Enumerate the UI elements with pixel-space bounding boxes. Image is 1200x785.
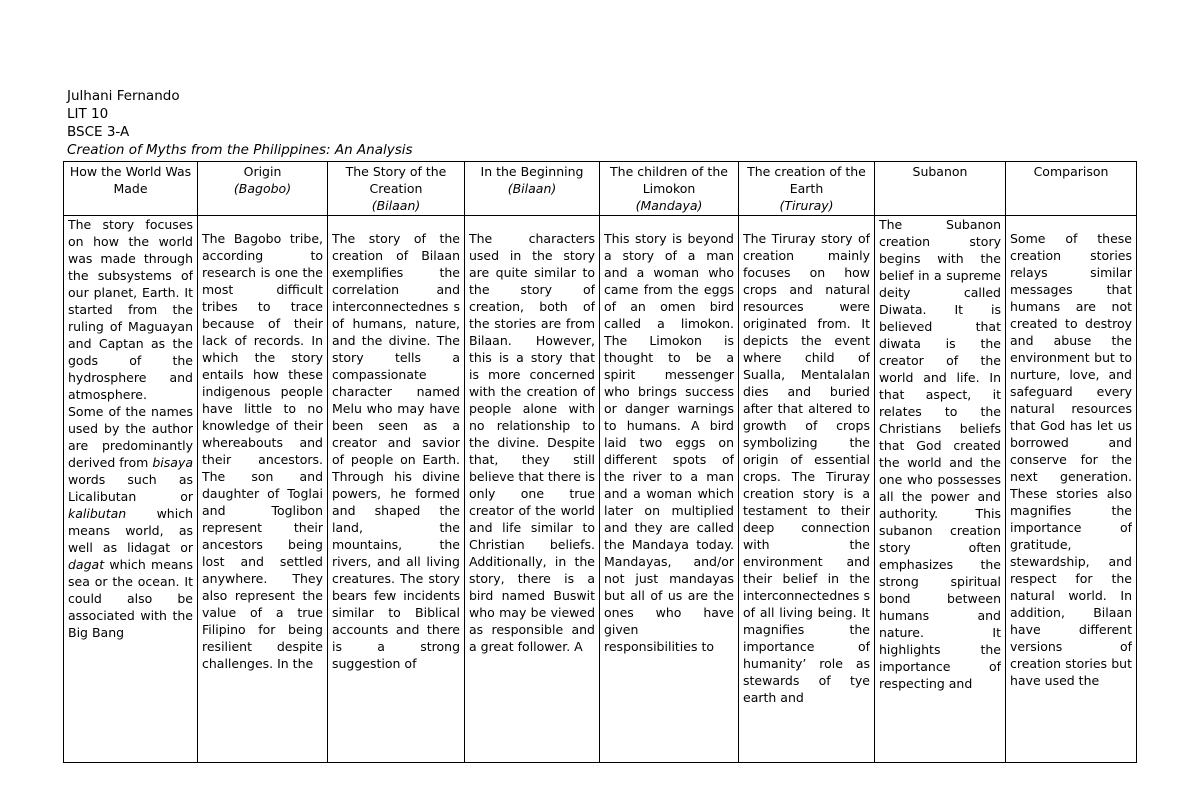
cell-paragraph: The characters used in the story are quite similar to the story of creation, both of the stories are from Bilaan. However, this is a story that is more concerned with the creation of people alone with no relationship to the divine. Despite that, they still believe that there is only one true creator of the world and life similar to Christian beliefs. Additionally, in the story, there is a bird named Buswit who may be viewed as responsible and a great follower. A bbox=[469, 231, 595, 654]
cell-paragraph: The story of the creation of Bilaan exemplifies the correlation and interconnectednes s of humans, nature, and the divine. The story tells a compassionate character named Melu who may have been seen as a creator and savior of people on Earth. Through his divine powers, he formed and shaped the land, the mountains, the rivers, and all living creatures. The story bears few incidents similar to Biblical accounts and there is a strong suggestion of bbox=[332, 231, 460, 671]
table-cell bbox=[875, 216, 1006, 763]
table-cell bbox=[600, 216, 739, 763]
column-header: How the World Was Made bbox=[64, 162, 198, 216]
table-row bbox=[64, 216, 1137, 763]
cell-paragraph: The Bagobo tribe, according to research is one the most difficult tribes to trace because of their lack of records. In which the story entails how these indigenous people have little to no knowledge of their whereabouts and their ancestors. The son and daughter of Toglai and Toglibon represent their ancestors being lost and settled anywhere. They also represent the value of a true Filipino for being resilient despite challenges. In the bbox=[202, 231, 323, 671]
cell-paragraph: This story is beyond a story of a man and a woman who came from the eggs of an omen bird called a limokon. The Limokon is thought to be a spirit messenger who brings success or danger warnings to humans. A bird laid two eggs on different spots of the river to a man and a woman which later on multiplied and they are called the Mandaya today. Mandayas, and/or not just mandayas but all of us are the ones who have given responsibilities to bbox=[604, 231, 734, 654]
cell-paragraph: The story focuses on how the world was made through the subsystems of our planet, Earth. It started from the ruling of Maguayan and Captan as the gods of the hydrosphere and atmosphere. bbox=[68, 217, 193, 402]
column-header: Subanon bbox=[875, 162, 1006, 216]
column-header: Comparison bbox=[1006, 162, 1137, 216]
table-cell bbox=[465, 216, 600, 763]
column-header: The Story of the Creation (Bilaan) bbox=[328, 162, 465, 216]
document-title: Creation of Myths from the Philippines: An Analysis bbox=[67, 142, 413, 158]
column-header: In the Beginning (Bilaan) bbox=[465, 162, 600, 216]
course-code: LIT 10 bbox=[67, 106, 109, 122]
document-header bbox=[67, 87, 413, 159]
table-cell bbox=[739, 216, 875, 763]
column-header: The children of the Limokon (Mandaya) bbox=[600, 162, 739, 216]
table-cell bbox=[64, 216, 198, 763]
author-name: Julhani Fernando bbox=[67, 88, 180, 104]
cell-paragraph: The Subanon creation story begins with the belief in a supreme deity called Diwata. It is believed that diwata is the creator of the world and life. In that aspect, it relates to the Christians beliefs that God created the world and the one who possesses all the power and authority. This subanon creation story often emphasizes the strong spiritual bond between humans and nature. It highlights the importance of respecting and bbox=[879, 217, 1001, 691]
section-label: BSCE 3-A bbox=[67, 124, 130, 140]
table-header-row bbox=[64, 162, 1137, 216]
column-header: Origin (Bagobo) bbox=[198, 162, 328, 216]
column-header: The creation of the Earth (Tiruray) bbox=[739, 162, 875, 216]
cell-paragraph: Some of these creation stories relays similar messages that humans are not created to destroy and abuse the environment but to nurture, love, and safeguard every natural resources that God has let us borrowed and conserve for the next generation. These stories also magnifies the importance of gratitude, stewardship, and respect for the natural world. In addition, Bilaan have different versions of creation stories but have used the bbox=[1010, 231, 1132, 688]
table-cell bbox=[1006, 216, 1137, 763]
analysis-table bbox=[63, 161, 1137, 763]
table-cell bbox=[328, 216, 465, 763]
cell-paragraph: Some of the names used by the author are predominantly derived from bisaya words such as Licalibutan or kalibutan which means world, as well as lidagat or dagat which means sea or the ocean. It could also be associated with the Big Bang bbox=[68, 404, 193, 640]
cell-paragraph: The Tiruray story of creation mainly focuses on how crops and natural resources were originated from. It depicts the event where child of Sualla, Mentalalan dies and buried after that altered to growth of crops symbolizing the origin of essential crops. The Tiruray creation story is a testament to their deep connection with the environment and their belief in the interconnectednes s of all living being. It magnifies the importance of humanity’ role as stewards of tye earth and bbox=[743, 231, 870, 705]
table-cell bbox=[198, 216, 328, 763]
